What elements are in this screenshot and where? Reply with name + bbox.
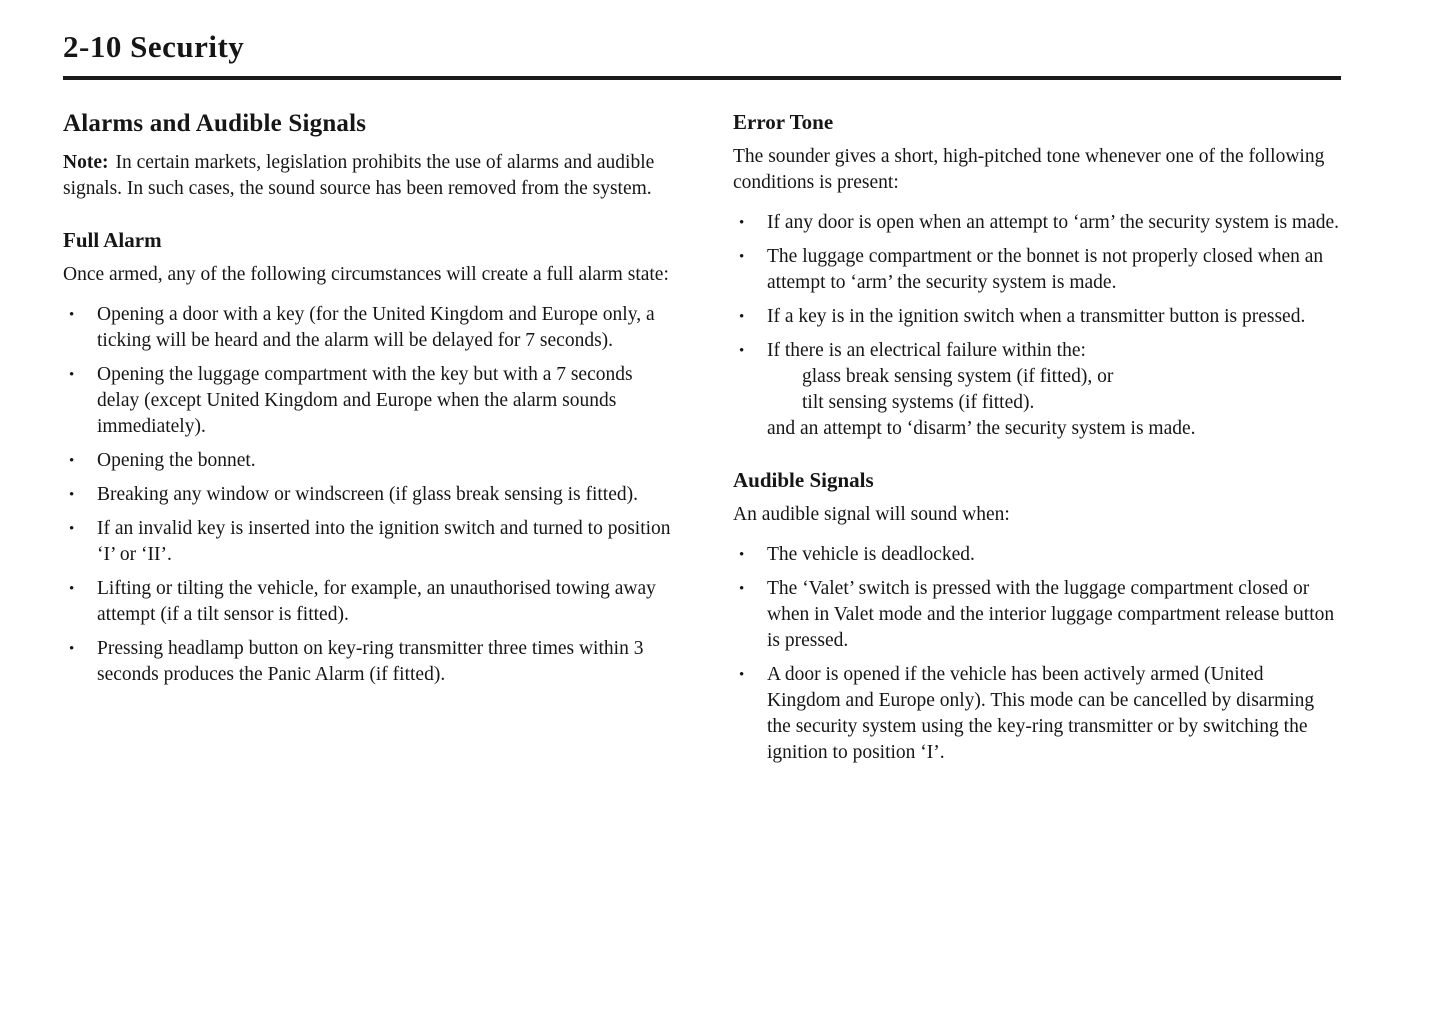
bullet-item-electrical-failure	[733, 338, 1341, 442]
electrical-failure-subline: tilt sensing systems (if fitted).	[802, 392, 1035, 414]
bullet-item	[63, 516, 671, 568]
full-alarm-intro: Once armed, any of the following circumstances will create a full alarm state:	[63, 264, 669, 286]
full-alarm-bullet-list	[63, 302, 671, 688]
bullet-text	[767, 338, 1341, 442]
page-title: 2-10 Security	[63, 29, 245, 64]
header-rule	[63, 76, 1341, 80]
bullet-icon: •	[739, 309, 745, 326]
bullet-text: The luggage compartment or the bonnet is not properly closed when an attempt to ‘arm’ the security system is made.	[767, 246, 1324, 294]
electrical-failure-lead: If there is an electrical failure within the:	[767, 340, 1086, 362]
bullet-icon: •	[69, 641, 75, 658]
bullet-text: Opening the luggage compartment with the key but with a 7 seconds delay (except United Kingdom and Europe when the alarm sounds immediately).	[97, 364, 633, 438]
audible-signals-intro: An audible signal will sound when:	[733, 504, 1010, 526]
electrical-failure-continuation: and an attempt to ‘disarm’ the security system is made.	[767, 418, 1196, 440]
error-tone-bullet-list	[733, 210, 1341, 442]
bullet-item	[733, 542, 1341, 568]
heading-error-tone: Error Tone	[733, 110, 834, 135]
bullet-icon: •	[69, 367, 75, 384]
bullet-item	[63, 482, 671, 508]
bullet-item	[733, 576, 1341, 654]
audible-signals-bullet-list	[733, 542, 1341, 766]
bullet-text: Opening the bonnet.	[97, 450, 256, 472]
heading-alarms-and-audible-signals: Alarms and Audible Signals	[63, 110, 367, 138]
bullet-item	[733, 244, 1341, 296]
error-tone-intro: The sounder gives a short, high-pitched tone whenever one of the following conditions is present:	[733, 146, 1325, 194]
bullet-text: If an invalid key is inserted into the ignition switch and turned to position ‘I’ or ‘II’.	[97, 518, 671, 566]
bullet-icon: •	[739, 581, 745, 598]
note-text: In certain markets, legislation prohibits the use of alarms and audible signals. In such cases, the sound source has been removed from the system.	[63, 152, 655, 200]
note-paragraph	[63, 150, 671, 202]
bullet-icon: •	[69, 581, 75, 598]
bullet-icon: •	[69, 307, 75, 324]
bullet-icon: •	[739, 249, 745, 266]
note-label: Note:	[63, 152, 109, 174]
bullet-icon: •	[69, 453, 75, 470]
bullet-text: Lifting or tilting the vehicle, for example, an unauthorised towing away attempt (if a tilt sensor is fitted).	[97, 578, 656, 626]
bullet-text: Pressing headlamp button on key-ring transmitter three times within 3 seconds produces the Panic Alarm (if fitted).	[97, 638, 644, 686]
electrical-failure-subline: glass break sensing system (if fitted), or	[802, 366, 1114, 388]
bullet-text: Breaking any window or windscreen (if glass break sensing is fitted).	[97, 484, 638, 506]
bullet-icon: •	[739, 343, 745, 360]
bullet-item	[63, 302, 671, 354]
bullet-icon: •	[69, 487, 75, 504]
bullet-icon: •	[69, 521, 75, 538]
heading-audible-signals: Audible Signals	[733, 468, 874, 493]
bullet-text: A door is opened if the vehicle has been actively armed (United Kingdom and Europe only). This mode can be cancelled by disarming the security system using the key-ring transmitter or by switching the ignition to position ‘I’.	[767, 664, 1315, 764]
bullet-icon: •	[739, 215, 745, 232]
bullet-item	[63, 636, 671, 688]
bullet-item	[733, 304, 1341, 330]
bullet-item	[733, 210, 1341, 236]
bullet-text: Opening a door with a key (for the United Kingdom and Europe only, a ticking will be heard and the alarm will be delayed for 7 seconds).	[97, 304, 655, 352]
bullet-icon: •	[739, 547, 745, 564]
heading-full-alarm: Full Alarm	[63, 228, 162, 253]
column-right	[733, 110, 1341, 774]
two-column-layout	[63, 110, 1341, 774]
bullet-item	[733, 662, 1341, 766]
column-left	[63, 110, 671, 774]
bullet-text: If any door is open when an attempt to ‘arm’ the security system is made.	[767, 212, 1340, 234]
bullet-text: The vehicle is deadlocked.	[767, 544, 975, 566]
bullet-text: If a key is in the ignition switch when a transmitter button is pressed.	[767, 306, 1306, 328]
bullet-item	[63, 362, 671, 440]
bullet-icon: •	[739, 667, 745, 684]
bullet-text: The ‘Valet’ switch is pressed with the luggage compartment closed or when in Valet mode and the interior luggage compartment release button is pressed.	[767, 578, 1335, 652]
bullet-item	[63, 448, 671, 474]
bullet-item	[63, 576, 671, 628]
